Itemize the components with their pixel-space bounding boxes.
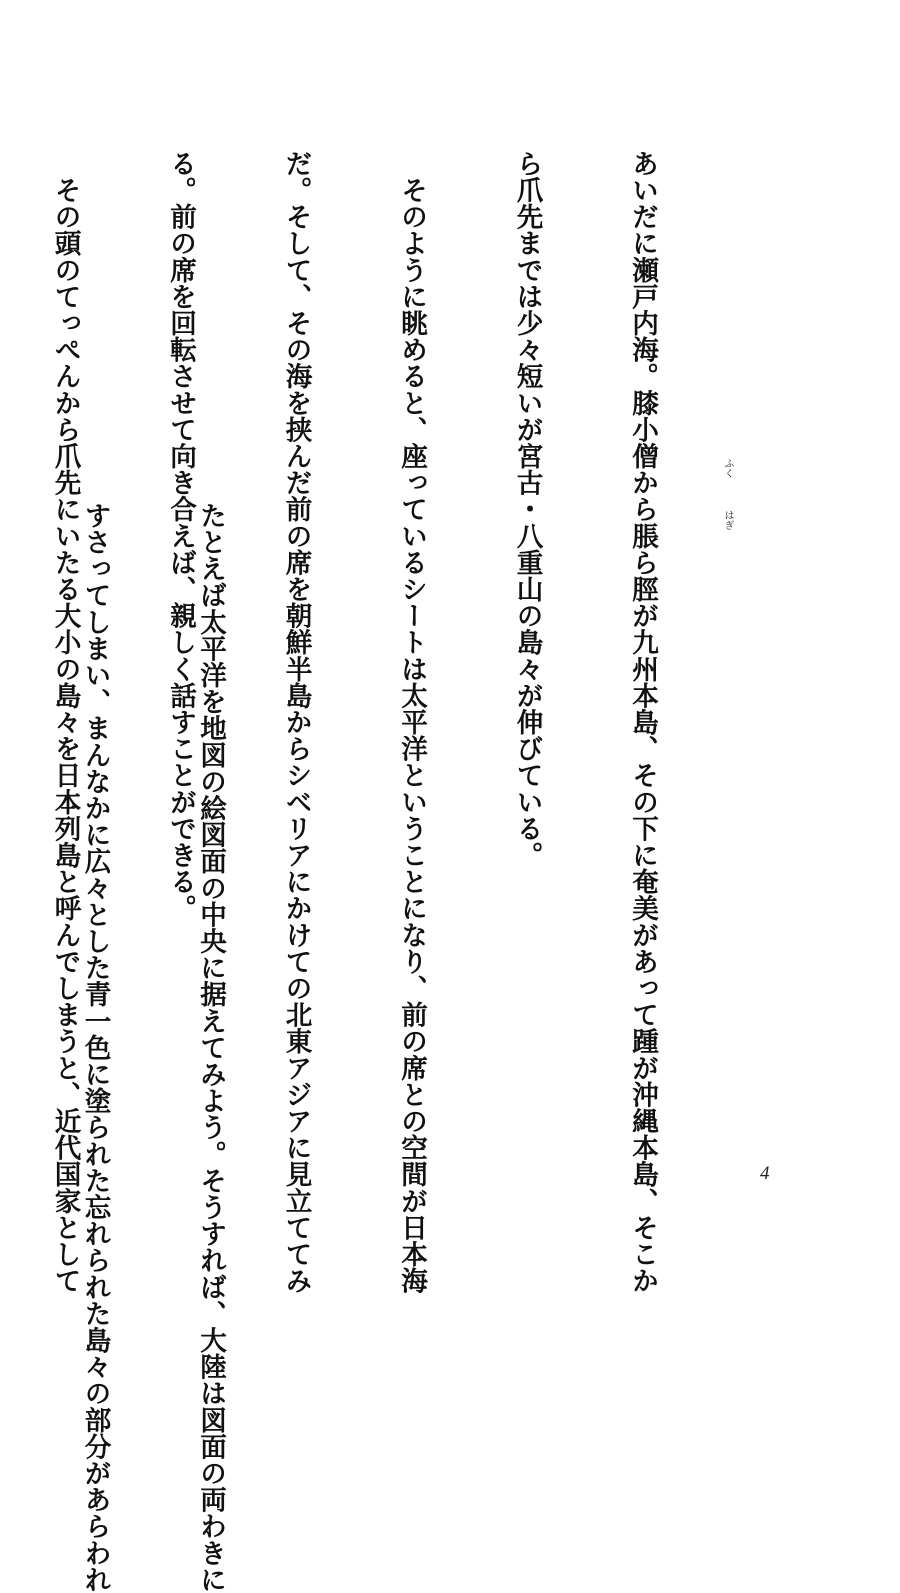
text-line: だ。そして、その海を挟んだ前の席を朝鮮半島からシベリアにかけての北東アジアに見立ててみ	[280, 150, 312, 1294]
furigana-hagi: はぎ	[722, 510, 733, 530]
page-number: 4	[760, 1163, 770, 1184]
furigana-fuku: ふく	[722, 458, 733, 478]
text-line: あいだに瀬戸内海。膝小僧から脹ら脛が九州本島、その下に奄美があって踵が沖縄本島、そこか	[627, 150, 658, 1294]
text-line: る。前の席を回転させて向き合えば、親しく話すことができる。	[165, 150, 196, 922]
text-line: その頭のてっぺんから爪先にいたる大小の島々を日本列島と呼んでしまうと、近代国家として	[49, 150, 81, 1294]
quote-line: すさってしまい、まんなかに広々とした青一色に塗られた忘れられた島々の部分があらわれ	[79, 502, 111, 1593]
text-line: ら爪先までは少々短いが宮古・八重山の島々が伸びている。	[511, 150, 543, 869]
quote-line: たとえば太平洋を地図の絵図面の中央に据えてみよう。そうすれば、大陸は図面の両わきに	[195, 502, 226, 1593]
text-line: そのように眺めると、座っているシートは太平洋ということになり、前の席との空間が日本海	[396, 150, 427, 1294]
